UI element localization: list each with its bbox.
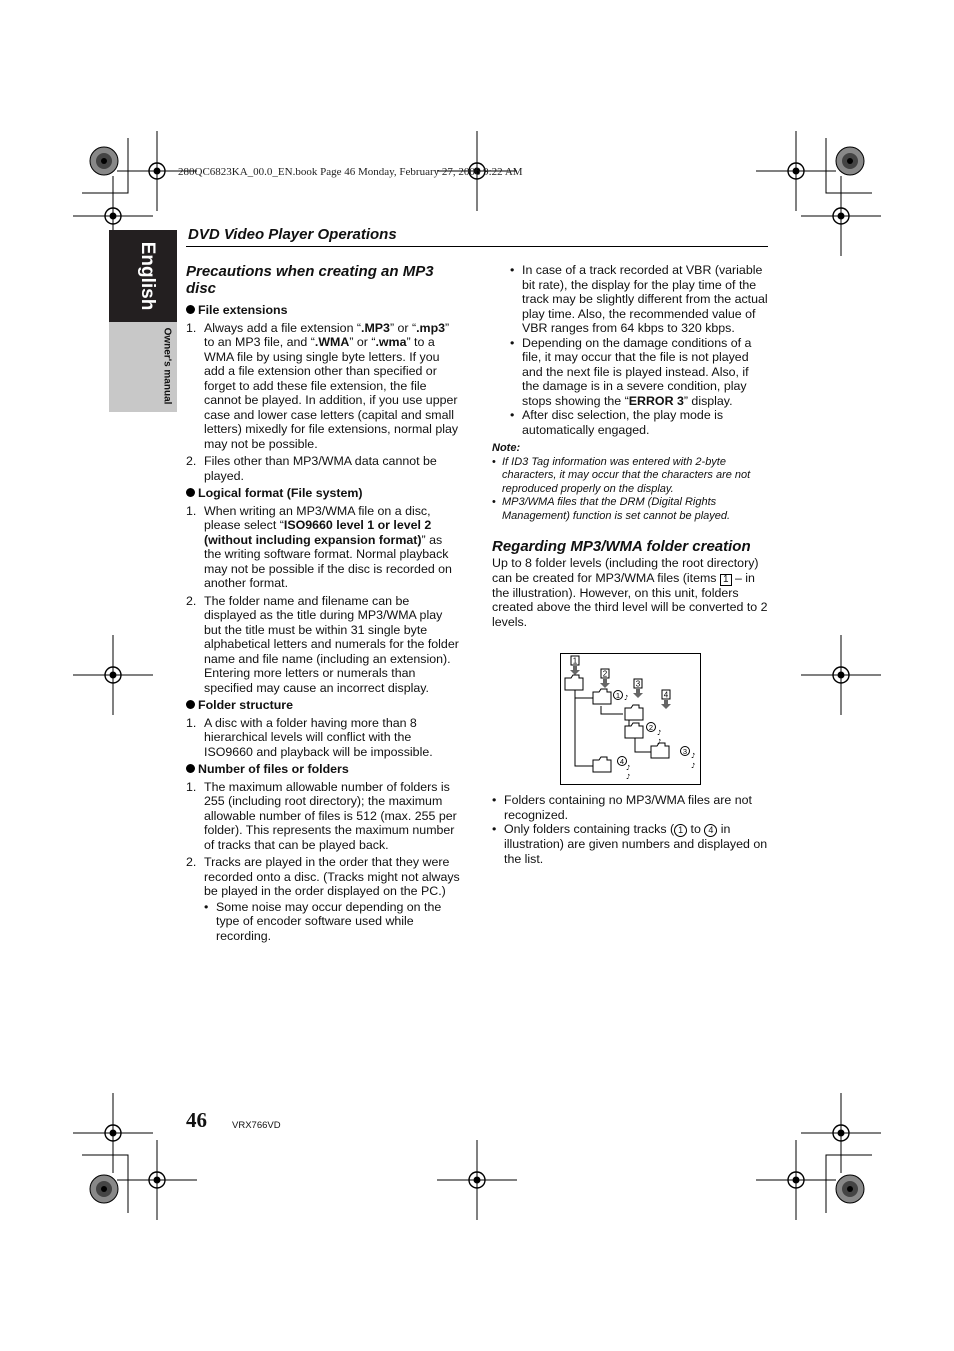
- music-note-icon: ♪: [626, 764, 631, 772]
- folder-icon: [625, 705, 643, 720]
- level-label: 3: [635, 679, 641, 689]
- side-tab-language: English: [137, 241, 158, 311]
- note-list: [492, 456, 768, 524]
- folder-creation-paragraph: Up to 8 folder levels (including the root directory) can be created for MP3/WMA files (items 1 – in the illustration). However, on this unit, folders created above the third level will be converted to 2 levels.: [492, 556, 768, 629]
- section-title: DVD Video Player Operations: [188, 226, 397, 243]
- level-label: 1: [572, 656, 578, 666]
- list-item: • In case of a track recorded at VBR (variable bit rate), the display for the play time of the track may be slightly different from the actual play time. Also, the recommended value of VBR ranges from 64 kbps to 320 kbps.: [510, 263, 768, 335]
- list-item: • After disc selection, the play mode is automatically engaged.: [510, 408, 724, 437]
- music-note-icon: ♪: [657, 729, 662, 737]
- arrow-down-icon: [633, 689, 643, 698]
- track-label: 1: [615, 690, 621, 700]
- bullet-icon: [186, 764, 195, 773]
- list-item: 2. The folder name and filename can be displayed as the title during MP3/WMA play but the title must be within 31 single byte alphabetical letters and numerals for the folder name and file name (including an extension). Entering more letters or numerals than specified may cause an incorrect display.: [186, 593, 459, 695]
- list-item: 1. The maximum allowable number of folders is 255 (including root directory); the maximum allowable number of files is 512 (max. 255 per folder). This represents the maximum number of tracks that can be played back.: [186, 779, 457, 852]
- folder-icon: [625, 723, 643, 738]
- list-item: 1. A disc with a folder having more than 8 hierarchical levels will conflict with the ISO9660 and playback will be impossible.: [186, 715, 433, 759]
- track-number-circle: 4: [704, 824, 717, 837]
- note-label: Note:: [492, 442, 521, 454]
- music-note-icon: ♪: [691, 752, 696, 760]
- music-note-icon: ♪: [624, 694, 629, 702]
- playback-bullet-list: [492, 263, 768, 437]
- folder-icon: [565, 675, 583, 690]
- file-extensions-subheading: File extensions: [186, 303, 462, 318]
- right-column: [492, 263, 768, 866]
- folder-tree-illustration: [561, 654, 700, 784]
- language-side-tab: [109, 230, 177, 412]
- list-item: • Only folders containing tracks ( 1 to 4 in illustration) are given numbers and displayed on the list.: [492, 822, 768, 866]
- number-of-files-subheading: Number of files or folders: [186, 762, 462, 777]
- track-label: 3: [682, 746, 688, 756]
- folder-structure-list: [186, 716, 462, 760]
- logical-format-subheading: Logical format (File system): [186, 486, 462, 501]
- arrow-down-icon: [600, 679, 610, 688]
- model-number: VRX766VD: [232, 1120, 281, 1131]
- list-item: • Folders containing no MP3/WMA files are not recognized.: [492, 793, 752, 822]
- item-number-box: 1: [720, 574, 732, 586]
- list-item: 2. Files other than MP3/WMA data cannot be played.: [186, 454, 437, 483]
- folder-hierarchy-diagram: [560, 653, 701, 785]
- list-item: • MP3/WMA files that the DRM (Digital Rights Management) function is set cannot be played.: [492, 496, 731, 522]
- left-column: [186, 263, 462, 946]
- inner-bullet-list: [204, 900, 462, 944]
- page-number: 46: [186, 1108, 207, 1132]
- list-item: 1. When writing an MP3/WMA file on a disc, please select “ISO9660 level 1 or level 2 (without including expansion format)” as the writing software format. Normal playback may not be possible if the disc is recorded on another format.: [186, 503, 452, 590]
- level-label: 2: [602, 669, 608, 679]
- section-rule: [186, 246, 768, 247]
- print-info-line: 280QC6823KA_00.0_EN.book Page 46 Monday, February 27, 2006 9:22 AM: [178, 166, 523, 178]
- list-item: 1. Always add a file extension “.MP3” or “.mp3” to an MP3 file, and “.WMA” or “.wma” to a WMA file by using single byte letters. If you add a file extension other than specified or forget to add these file extension, the file cannot be played. In addition, if you use upper case and lower case letters (capital and small letters) mixedly for file extensions, normal play may not be possible.: [186, 320, 459, 451]
- track-number-circle: 1: [674, 824, 687, 837]
- arrow-down-icon: [570, 666, 580, 675]
- file-extensions-list: [186, 321, 462, 484]
- level-arrows: [570, 666, 671, 709]
- folder-creation-heading: Regarding MP3/WMA folder creation: [492, 538, 751, 555]
- list-item: • If ID3 Tag information was entered with 2-byte characters, it may occur that the characters are not reproduced properly on the display.: [492, 455, 751, 495]
- folder-icon: [593, 689, 611, 704]
- bullet-icon: [186, 488, 195, 497]
- music-note-icon: ♪: [691, 762, 696, 770]
- music-note-icon: ♪: [626, 773, 631, 781]
- list-item: • Depending on the damage conditions of a file, it may occur that the file is not played and the next file is played instead. Also, if the damage is in a severe condition, play stops showing the “ERROR 3” display.: [510, 335, 752, 408]
- track-label: 4: [619, 756, 625, 766]
- track-label: 2: [648, 722, 654, 732]
- music-note-icon: ♪: [657, 738, 662, 746]
- logical-format-list: [186, 504, 462, 696]
- list-item: 2. Tracks are played in the order that they were recorded onto a disc. (Tracks might not always be played in the order displayed on the PC.) • Some noise may occur depending on the type of encoder software used while recording.: [186, 855, 462, 943]
- precautions-heading: Precautions when creating an MP3 disc: [186, 263, 434, 297]
- bullet-icon: [186, 700, 195, 709]
- number-of-files-list: [186, 780, 462, 944]
- arrow-down-icon: [661, 700, 671, 709]
- folder-bullet-list: [492, 793, 768, 866]
- list-item: • Some noise may occur depending on the type of encoder software used while recording.: [204, 899, 442, 943]
- bullet-icon: [186, 305, 195, 314]
- folder-structure-subheading: Folder structure: [186, 698, 462, 713]
- folder-icon: [593, 757, 611, 772]
- level-label: 4: [663, 690, 669, 700]
- side-tab-manual: Owner's manual: [161, 327, 173, 405]
